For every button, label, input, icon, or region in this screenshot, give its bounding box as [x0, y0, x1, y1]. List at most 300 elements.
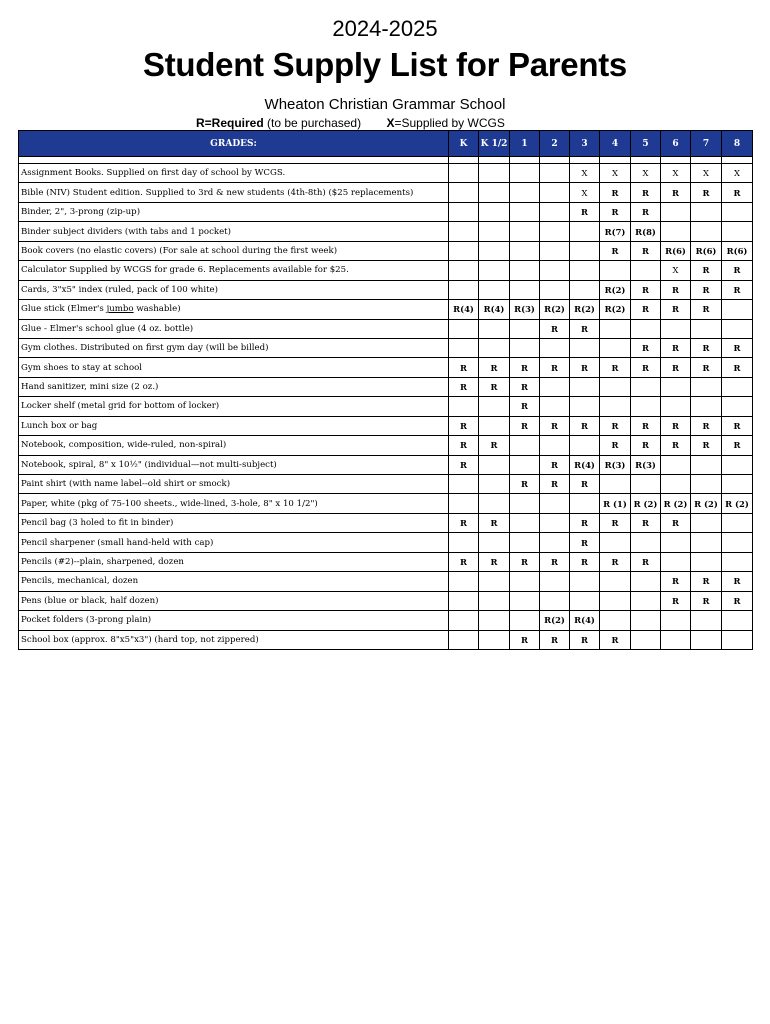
grade-requirement-cell — [510, 494, 540, 513]
supply-item-name: Bible (NIV) Student edition. Supplied to 3rd & new students (4th-8th) ($25 replacements) — [19, 183, 449, 202]
grade-requirement-cell — [540, 591, 570, 610]
grade-requirement-cell — [570, 261, 600, 280]
table-row — [19, 552, 753, 571]
column-header-grade: 4 — [600, 131, 631, 157]
grade-requirement-cell: R — [631, 513, 661, 532]
grade-requirement-cell — [540, 183, 570, 202]
grade-requirement-cell — [600, 475, 631, 494]
grade-requirement-cell — [722, 397, 753, 416]
grade-requirement-cell: R (2) — [661, 494, 691, 513]
supply-item-name: Calculator Supplied by WCGS for grade 6. Replacements available for $25. — [19, 261, 449, 280]
grade-requirement-cell: R — [479, 377, 510, 396]
supply-item-name: Locker shelf (metal grid for bottom of locker) — [19, 397, 449, 416]
grade-requirement-cell — [722, 513, 753, 532]
grade-requirement-cell: R — [510, 377, 540, 396]
grade-requirement-cell: R — [691, 300, 722, 319]
grade-requirement-cell: R(6) — [661, 241, 691, 260]
grade-requirement-cell — [722, 202, 753, 221]
grade-requirement-cell: R(6) — [691, 241, 722, 260]
grade-requirement-cell — [540, 572, 570, 591]
legend-supplied-key: X — [386, 116, 395, 130]
grade-requirement-cell: R — [540, 630, 570, 649]
grade-requirement-cell: R — [510, 416, 540, 435]
table-row — [19, 338, 753, 357]
column-header-grade: 8 — [722, 131, 753, 157]
grade-requirement-cell — [510, 455, 540, 474]
grade-requirement-cell: R (1) — [600, 494, 631, 513]
grade-requirement-cell: R — [600, 630, 631, 649]
grade-requirement-cell — [631, 630, 661, 649]
grade-requirement-cell: R(3) — [510, 300, 540, 319]
grade-requirement-cell — [479, 319, 510, 338]
grade-requirement-cell — [661, 202, 691, 221]
grade-requirement-cell: R(4) — [570, 611, 600, 630]
grade-requirement-cell — [631, 319, 661, 338]
grade-requirement-cell: R — [540, 552, 570, 571]
grade-requirement-cell: X — [661, 261, 691, 280]
grade-requirement-cell — [479, 280, 510, 299]
supply-item-name: Cards, 3"x5" index (ruled, pack of 100 white) — [19, 280, 449, 299]
supply-item-name: Assignment Books. Supplied on first day of school by WCGS. — [19, 164, 449, 183]
supply-item-name: Notebook, composition, wide-ruled, non-spiral) — [19, 436, 449, 455]
grade-requirement-cell: R — [449, 436, 479, 455]
grade-requirement-cell — [510, 436, 540, 455]
grade-requirement-cell — [691, 397, 722, 416]
grade-requirement-cell: R — [449, 455, 479, 474]
grade-requirement-cell — [722, 630, 753, 649]
grade-requirement-cell — [722, 611, 753, 630]
grade-requirement-cell — [540, 202, 570, 221]
year-heading: 2024-2025 — [332, 16, 438, 41]
grade-requirement-cell — [722, 377, 753, 396]
grade-requirement-cell: R(2) — [540, 611, 570, 630]
table-row — [19, 611, 753, 630]
grade-requirement-cell: R — [479, 513, 510, 532]
school-name: Wheaton Christian Grammar School — [264, 96, 506, 113]
supply-item-name: Binder, 2", 3-prong (zip-up) — [19, 202, 449, 221]
column-header-grade: 5 — [631, 131, 661, 157]
grade-requirement-cell — [540, 261, 570, 280]
grade-requirement-cell: R — [540, 475, 570, 494]
supply-item-name: Glue - Elmer's school glue (4 oz. bottle) — [19, 319, 449, 338]
grade-requirement-cell: R — [570, 513, 600, 532]
grade-requirement-cell: R — [661, 436, 691, 455]
header-row — [19, 131, 753, 157]
grade-requirement-cell — [510, 611, 540, 630]
table-row — [19, 436, 753, 455]
grade-requirement-cell: R — [600, 552, 631, 571]
grade-requirement-cell: R(2) — [570, 300, 600, 319]
grade-requirement-cell: R — [600, 202, 631, 221]
grade-requirement-cell — [661, 319, 691, 338]
grade-requirement-cell: R — [540, 455, 570, 474]
grade-requirement-cell — [691, 455, 722, 474]
grade-requirement-cell — [600, 591, 631, 610]
grade-requirement-cell — [479, 397, 510, 416]
supply-item-text: washable) — [133, 304, 181, 315]
grade-requirement-cell: R — [661, 416, 691, 435]
grade-requirement-cell — [722, 300, 753, 319]
grade-requirement-cell — [479, 494, 510, 513]
grade-requirement-cell: X — [600, 164, 631, 183]
supply-item-name: Gym shoes to stay at school — [19, 358, 449, 377]
grade-requirement-cell — [479, 183, 510, 202]
grade-requirement-cell — [510, 261, 540, 280]
grade-requirement-cell: R (2) — [691, 494, 722, 513]
grade-requirement-cell — [600, 338, 631, 357]
grade-requirement-cell — [570, 436, 600, 455]
grade-requirement-cell: R — [510, 397, 540, 416]
grade-requirement-cell — [691, 611, 722, 630]
grade-requirement-cell: X — [631, 164, 661, 183]
column-header-grade: 7 — [691, 131, 722, 157]
grade-requirement-cell: R — [479, 436, 510, 455]
grade-requirement-cell: R — [661, 572, 691, 591]
grade-requirement-cell — [449, 183, 479, 202]
grade-requirement-cell: R — [449, 416, 479, 435]
table-row — [19, 241, 753, 260]
grade-requirement-cell: R — [600, 183, 631, 202]
grade-requirement-cell — [570, 572, 600, 591]
grade-requirement-cell — [510, 280, 540, 299]
grade-requirement-cell — [479, 416, 510, 435]
supply-item-name: Pencils, mechanical, dozen — [19, 572, 449, 591]
grade-requirement-cell — [510, 513, 540, 532]
grade-requirement-cell: R — [570, 416, 600, 435]
grade-requirement-cell — [510, 533, 540, 552]
grade-requirement-cell: R — [479, 358, 510, 377]
grade-requirement-cell: R — [691, 436, 722, 455]
grade-requirement-cell: R — [631, 300, 661, 319]
grade-requirement-cell: R — [570, 630, 600, 649]
grade-requirement-cell — [661, 630, 691, 649]
grade-requirement-cell — [540, 377, 570, 396]
grade-requirement-cell — [510, 222, 540, 241]
grade-requirement-cell: R(2) — [600, 280, 631, 299]
column-header-grade: 3 — [570, 131, 600, 157]
table-row — [19, 358, 753, 377]
supply-item-name: Paper, white (pkg of 75-100 sheets., wide-lined, 3-hole, 8" x 10 1/2") — [19, 494, 449, 513]
grade-requirement-cell — [449, 630, 479, 649]
grade-requirement-cell — [631, 533, 661, 552]
table-row — [19, 300, 753, 319]
grade-requirement-cell: R — [600, 436, 631, 455]
grade-requirement-cell — [722, 222, 753, 241]
grade-requirement-cell: R — [510, 358, 540, 377]
grade-requirement-cell — [570, 591, 600, 610]
table-row — [19, 455, 753, 474]
grade-requirement-cell: R — [631, 183, 661, 202]
grade-requirement-cell: R — [722, 183, 753, 202]
table-row — [19, 591, 753, 610]
grade-requirement-cell — [510, 572, 540, 591]
grade-requirement-cell — [479, 533, 510, 552]
grade-requirement-cell: R — [570, 533, 600, 552]
page-title: Student Supply List for Parents — [143, 46, 627, 83]
supply-item-name: Notebook, spiral, 8" x 10½" (individual—not multi-subject) — [19, 455, 449, 474]
grade-requirement-cell — [510, 319, 540, 338]
table-row — [19, 319, 753, 338]
grade-requirement-cell — [631, 611, 661, 630]
grade-requirement-cell — [479, 164, 510, 183]
grade-requirement-cell — [722, 455, 753, 474]
grade-requirement-cell: R(3) — [600, 455, 631, 474]
grade-requirement-cell: R — [661, 358, 691, 377]
grade-requirement-cell — [449, 591, 479, 610]
grade-requirement-cell — [570, 241, 600, 260]
grade-requirement-cell — [479, 222, 510, 241]
table-row — [19, 261, 753, 280]
grade-requirement-cell — [570, 338, 600, 357]
grade-requirement-cell: R — [722, 436, 753, 455]
grade-requirement-cell: R — [722, 416, 753, 435]
grade-requirement-cell — [479, 475, 510, 494]
grade-requirement-cell — [449, 164, 479, 183]
column-header-grade: 2 — [540, 131, 570, 157]
grade-requirement-cell: X — [570, 183, 600, 202]
grade-requirement-cell — [570, 397, 600, 416]
grade-requirement-cell — [661, 475, 691, 494]
grade-requirement-cell — [691, 533, 722, 552]
grade-requirement-cell: R — [722, 572, 753, 591]
grade-requirement-cell — [479, 338, 510, 357]
grade-requirement-cell: R — [661, 591, 691, 610]
supply-item-name: Binder subject dividers (with tabs and 1 pocket) — [19, 222, 449, 241]
grade-requirement-cell: R — [631, 436, 661, 455]
table-row — [19, 416, 753, 435]
grade-requirement-cell: X — [691, 164, 722, 183]
column-header-grades: GRADES: — [19, 131, 449, 157]
legend-required-key: R=Required — [196, 116, 264, 130]
grade-requirement-cell: R — [661, 300, 691, 319]
supply-item-emphasis: jumbo — [106, 304, 134, 315]
grade-requirement-cell: R — [449, 552, 479, 571]
grade-requirement-cell — [661, 455, 691, 474]
grade-requirement-cell: R (2) — [631, 494, 661, 513]
supply-item-name — [19, 300, 449, 319]
grade-requirement-cell — [631, 397, 661, 416]
grade-requirement-cell — [449, 241, 479, 260]
grade-requirement-cell: R — [479, 552, 510, 571]
grade-requirement-cell — [661, 533, 691, 552]
supply-item-name: Lunch box or bag — [19, 416, 449, 435]
grade-requirement-cell: R — [691, 261, 722, 280]
grade-requirement-cell — [661, 397, 691, 416]
grade-requirement-cell: X — [570, 164, 600, 183]
grade-requirement-cell: R — [722, 338, 753, 357]
grade-requirement-cell — [449, 572, 479, 591]
grade-requirement-cell — [449, 397, 479, 416]
grade-requirement-cell — [661, 377, 691, 396]
grade-requirement-cell: R — [600, 416, 631, 435]
grade-requirement-cell: X — [661, 164, 691, 183]
grade-requirement-cell: R — [570, 319, 600, 338]
grade-requirement-cell: R(2) — [600, 300, 631, 319]
legend-required-note: (to be purchased) — [267, 116, 362, 130]
grade-requirement-cell: R(8) — [631, 222, 661, 241]
grade-requirement-cell — [510, 241, 540, 260]
grade-requirement-cell: R — [449, 358, 479, 377]
grade-requirement-cell: R — [510, 630, 540, 649]
grade-requirement-cell — [479, 455, 510, 474]
grade-requirement-cell — [540, 397, 570, 416]
grade-requirement-cell — [479, 572, 510, 591]
grade-requirement-cell: R — [570, 202, 600, 221]
grade-requirement-cell: R — [661, 280, 691, 299]
grade-requirement-cell: R — [570, 475, 600, 494]
grade-requirement-cell — [510, 183, 540, 202]
supply-item-name: Pocket folders (3-prong plain) — [19, 611, 449, 630]
legend — [196, 116, 505, 130]
supply-item-name: Hand sanitizer, mini size (2 oz.) — [19, 377, 449, 396]
grade-requirement-cell: R — [449, 513, 479, 532]
grade-requirement-cell: R — [661, 338, 691, 357]
header-spacer-row — [19, 157, 753, 164]
grade-requirement-cell: R(3) — [631, 455, 661, 474]
grade-requirement-cell — [449, 533, 479, 552]
supply-item-name: Book covers (no elastic covers) (For sale at school during the first week) — [19, 241, 449, 260]
table-row — [19, 222, 753, 241]
grade-requirement-cell — [691, 552, 722, 571]
grade-requirement-cell: R — [722, 280, 753, 299]
grade-requirement-cell: R(4) — [479, 300, 510, 319]
grade-requirement-cell: R — [631, 241, 661, 260]
grade-requirement-cell — [722, 319, 753, 338]
grade-requirement-cell — [540, 338, 570, 357]
table-row — [19, 280, 753, 299]
grade-requirement-cell — [722, 552, 753, 571]
grade-requirement-cell — [479, 611, 510, 630]
grade-requirement-cell — [600, 319, 631, 338]
grade-requirement-cell — [540, 513, 570, 532]
grade-requirement-cell: R — [691, 591, 722, 610]
grade-requirement-cell — [600, 572, 631, 591]
grade-requirement-cell — [661, 552, 691, 571]
grade-requirement-cell: R — [570, 358, 600, 377]
supply-table — [18, 130, 753, 650]
grade-requirement-cell — [479, 261, 510, 280]
grade-requirement-cell — [540, 533, 570, 552]
table-row — [19, 513, 753, 532]
grade-requirement-cell — [631, 261, 661, 280]
grade-requirement-cell — [691, 222, 722, 241]
grade-requirement-cell — [691, 319, 722, 338]
grade-requirement-cell — [691, 630, 722, 649]
grade-requirement-cell: R — [661, 183, 691, 202]
grade-requirement-cell — [570, 222, 600, 241]
grade-requirement-cell — [661, 222, 691, 241]
grade-requirement-cell — [479, 241, 510, 260]
supply-item-name: Paint shirt (with name label--old shirt or smock) — [19, 475, 449, 494]
grade-requirement-cell — [510, 202, 540, 221]
grade-requirement-cell — [540, 222, 570, 241]
grade-requirement-cell: R — [722, 261, 753, 280]
grade-requirement-cell: R — [722, 358, 753, 377]
grade-requirement-cell — [540, 280, 570, 299]
grade-requirement-cell — [510, 591, 540, 610]
table-row — [19, 494, 753, 513]
grade-requirement-cell — [449, 202, 479, 221]
grade-requirement-cell: R — [449, 377, 479, 396]
column-header-grade: K 1/2 — [479, 131, 510, 157]
grade-requirement-cell: R(7) — [600, 222, 631, 241]
legend-supplied-note: =Supplied by WCGS — [394, 116, 505, 130]
grade-requirement-cell: R — [570, 552, 600, 571]
grade-requirement-cell — [600, 533, 631, 552]
grade-requirement-cell: R — [631, 552, 661, 571]
supply-item-name: Pencil sharpener (small hand-held with cap) — [19, 533, 449, 552]
table-row — [19, 377, 753, 396]
grade-requirement-cell — [722, 533, 753, 552]
grade-requirement-cell — [540, 494, 570, 513]
grade-requirement-cell — [570, 280, 600, 299]
grade-requirement-cell — [600, 611, 631, 630]
grade-requirement-cell — [449, 494, 479, 513]
grade-requirement-cell — [449, 611, 479, 630]
grade-requirement-cell: R — [661, 513, 691, 532]
column-header-grade: 6 — [661, 131, 691, 157]
supply-item-name: Gym clothes. Distributed on first gym day (will be billed) — [19, 338, 449, 357]
grade-requirement-cell: R — [691, 280, 722, 299]
grade-requirement-cell — [449, 222, 479, 241]
supply-item-name: Pencil bag (3 holed to fit in binder) — [19, 513, 449, 532]
grade-requirement-cell: R — [631, 202, 661, 221]
grade-requirement-cell: R(2) — [540, 300, 570, 319]
grade-requirement-cell: R(6) — [722, 241, 753, 260]
grade-requirement-cell — [449, 338, 479, 357]
grade-requirement-cell: R — [722, 591, 753, 610]
grade-requirement-cell — [600, 397, 631, 416]
grade-requirement-cell — [691, 202, 722, 221]
grade-requirement-cell: R — [540, 358, 570, 377]
column-header-grade: K — [449, 131, 479, 157]
grade-requirement-cell: R — [540, 319, 570, 338]
grade-requirement-cell: R — [631, 358, 661, 377]
column-header-grade: 1 — [510, 131, 540, 157]
grade-requirement-cell: R — [540, 416, 570, 435]
grade-requirement-cell: R — [691, 338, 722, 357]
grade-requirement-cell: R — [631, 338, 661, 357]
grade-requirement-cell: R — [691, 358, 722, 377]
grade-requirement-cell: R — [691, 183, 722, 202]
table-row — [19, 183, 753, 202]
grade-requirement-cell: R — [510, 552, 540, 571]
grade-requirement-cell — [540, 436, 570, 455]
supply-item-name: School box (approx. 8"x5"x3") (hard top, not zippered) — [19, 630, 449, 649]
grade-requirement-cell: R — [691, 416, 722, 435]
grade-requirement-cell — [631, 591, 661, 610]
grade-requirement-cell — [540, 164, 570, 183]
grade-requirement-cell: R — [510, 475, 540, 494]
grade-requirement-cell — [479, 202, 510, 221]
grade-requirement-cell: R (2) — [722, 494, 753, 513]
table-row — [19, 202, 753, 221]
grade-requirement-cell — [691, 475, 722, 494]
grade-requirement-cell — [691, 377, 722, 396]
grade-requirement-cell — [631, 377, 661, 396]
grade-requirement-cell — [449, 475, 479, 494]
grade-requirement-cell: R — [600, 241, 631, 260]
grade-requirement-cell — [479, 630, 510, 649]
grade-requirement-cell — [570, 377, 600, 396]
grade-requirement-cell — [510, 338, 540, 357]
table-row — [19, 630, 753, 649]
grade-requirement-cell — [540, 241, 570, 260]
grade-requirement-cell: R(4) — [570, 455, 600, 474]
grade-requirement-cell — [449, 261, 479, 280]
grade-requirement-cell — [661, 611, 691, 630]
supply-item-text: Glue stick (Elmer's — [21, 304, 107, 315]
